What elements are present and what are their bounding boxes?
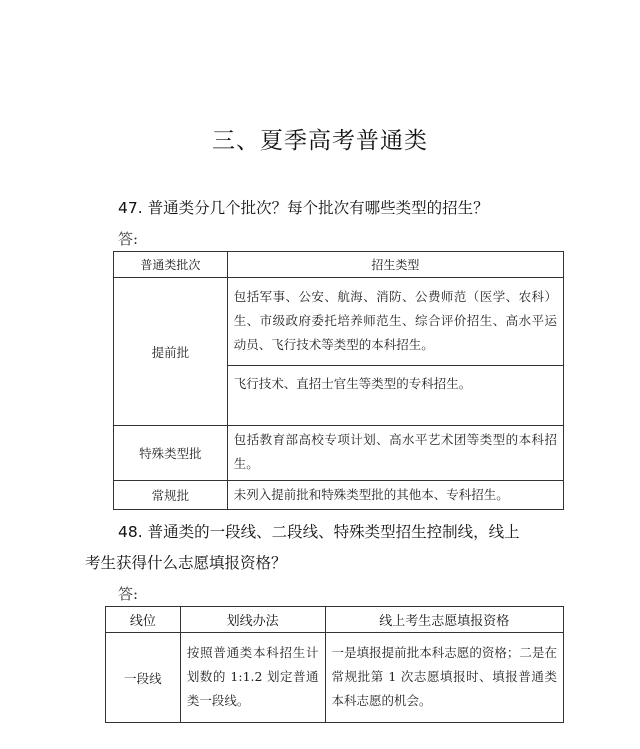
header-batch: 普通类批次 — [114, 252, 228, 278]
question-48-line1: 48. 普通类的一段线、二段线、特殊类型招生控制线，线上 — [118, 523, 520, 541]
answer-label-48: 答: — [118, 585, 139, 603]
types-cell: 包括教育部高校专项计划、高水平艺术团等类型的本科招生。 — [227, 426, 563, 481]
table-row — [106, 633, 564, 723]
section-title: 三、夏季高考普通类 — [212, 128, 428, 154]
question-47: 47. 普通类分几个批次？每个批次有哪些类型的招生？ — [118, 199, 489, 217]
table-header-row — [106, 607, 564, 633]
header-line: 线位 — [106, 607, 181, 633]
types-cell: 包括军事、公安、航海、消防、公费师范（医学、农科）生、市级政府委托培养师范生、综合评价招生、高水平运动员、飞行技术等类型的本科招生。 — [227, 278, 563, 366]
table-row — [114, 481, 564, 510]
answer-label-47: 答: — [118, 230, 139, 248]
batch-table — [113, 251, 564, 510]
batch-cell: 特殊类型批 — [114, 426, 228, 481]
types-cell: 未列入提前批和特殊类型批的其他本、专科招生。 — [227, 481, 563, 510]
method-cell: 按照普通类本科招生计划数的 1:1.2 划定普通类一段线。 — [180, 633, 325, 723]
line-cell: 一段线 — [106, 633, 181, 723]
header-method: 划线办法 — [180, 607, 325, 633]
table-row — [114, 278, 564, 366]
question-48-line2: 考生获得什么志愿填报资格？ — [85, 554, 287, 572]
table-header-row — [114, 252, 564, 278]
eligibility-cell: 一是填报提前批本科志愿的资格；二是在常规批第 1 次志愿填报时、填报普通类本科志愿的机会。 — [325, 633, 563, 723]
types-cell: 飞行技术、直招士官生等类型的专科招生。 — [227, 366, 563, 426]
batch-cell: 常规批 — [114, 481, 228, 510]
line-table — [105, 606, 564, 723]
batch-cell: 提前批 — [114, 278, 228, 426]
header-types: 招生类型 — [227, 252, 563, 278]
header-eligibility: 线上考生志愿填报资格 — [325, 607, 563, 633]
table-row — [114, 426, 564, 481]
